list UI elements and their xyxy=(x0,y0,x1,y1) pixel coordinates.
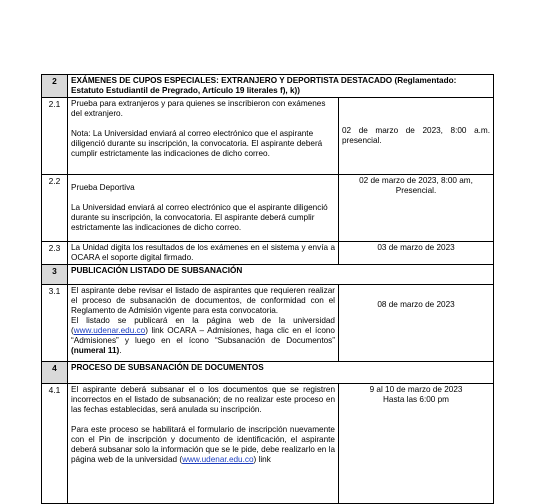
row-paragraph: El aspirante deberá subsanar el o los documentos que se registren incorrectos en el listado de subsanación; de no realizar este proceso en las fechas establecidas, será anulada su inscripción. xyxy=(71,385,335,414)
row-paragraph: La Universidad enviará al correo electrónico que el aspirante diligenció durante su inscripción, la convocatoria. El aspirante deberá cumplir estrictamente las indicaciones de dicho correo. xyxy=(71,203,328,232)
section-header-row xyxy=(42,265,494,285)
university-website-link[interactable]: www.udenar.edu.co xyxy=(182,455,254,464)
section-title: PUBLICACIÓN LISTADO DE SUBSANACIÓN xyxy=(68,265,494,285)
university-website-link[interactable]: www.udenar.edu.co xyxy=(73,326,146,335)
row-date xyxy=(339,384,494,504)
deadline-time: Hasta las 6:00 pm xyxy=(383,395,449,404)
table-row xyxy=(42,242,494,265)
row-number: 4.1 xyxy=(42,384,68,504)
row-date: 08 de marzo de 2023 xyxy=(339,285,494,362)
section-title: PROCESO DE SUBSANACIÓN DE DOCUMENTOS xyxy=(68,362,494,384)
table-row xyxy=(42,285,494,362)
text-run: Para este proceso se habilitará el formulario de inscripción nuevamente con el Pin de inscripción y documento de identificación, el aspirante deberá subsanar solo la información que se le pide, debe realizarlo en la página web de la universidad ( xyxy=(71,425,335,464)
numeral-reference: (numeral 11) xyxy=(71,346,120,355)
section-title-note: (Reglamentado: Estatuto Estudiantil de Pregrado, Artículo 19 literales f), k)) xyxy=(71,76,457,95)
row-number: 2.2 xyxy=(42,175,68,242)
table-row xyxy=(42,175,494,242)
section-header-row xyxy=(42,362,494,384)
schedule-table xyxy=(41,74,494,504)
text-run: ) link xyxy=(253,455,271,464)
date-range: 9 al 10 de marzo de 2023 xyxy=(369,385,463,394)
row-date: 02 de marzo de 2023, 8:00 am, Presencial. xyxy=(339,175,494,242)
row-paragraph xyxy=(71,316,335,356)
row-paragraph xyxy=(71,425,335,465)
section-number: 3 xyxy=(42,265,68,285)
row-description xyxy=(68,285,339,362)
section-title-main: EXÁMENES DE CUPOS ESPECIALES: EXTRANJERO Y DEPORTISTA DESTACADO xyxy=(71,76,393,85)
row-description xyxy=(68,175,339,242)
row-paragraph: Prueba para extranjeros y para quienes se inscribieron con exámenes del extranjero. xyxy=(71,99,326,118)
section-header-row xyxy=(42,75,494,98)
text-run: ) link OCARA – Admisiones, haga clic en el ícono “Admisiones” y luego en el ícono “Subsanación de Documentos” xyxy=(71,326,335,345)
section-number: 4 xyxy=(42,362,68,384)
row-number: 2.3 xyxy=(42,242,68,265)
text-run: . xyxy=(119,346,122,355)
row-number: 2.1 xyxy=(42,98,68,175)
row-date: 03 de marzo de 2023 xyxy=(339,242,494,265)
section-number: 2 xyxy=(42,75,68,98)
table-row xyxy=(42,384,494,504)
row-date: 02 de marzo de 2023, 8:00 a.m. presencial. xyxy=(339,98,494,175)
row-description xyxy=(68,384,339,504)
row-paragraph: Prueba Deportiva xyxy=(71,183,135,192)
row-description: La Unidad digita los resultados de los exámenes en el sistema y envía a OCARA el soporte digital firmado. xyxy=(68,242,339,265)
text-run: El listado se publicará en la página web de la universidad ( xyxy=(71,316,335,335)
table-row xyxy=(42,98,494,175)
row-paragraph: Nota: La Universidad enviará al correo electrónico que el aspirante diligenció durante su inscripción, la convocatoria. El aspirante deberá cumplir estrictamente las indicaciones de dicho correo. xyxy=(71,129,323,158)
row-number: 3.1 xyxy=(42,285,68,362)
row-paragraph: El aspirante debe revisar el listado de aspirantes que requieren realizar el proceso de subsanación de documentos, de conformidad con el Reglamento de Admisión vigente para esta convocatoria. xyxy=(71,286,335,315)
row-description xyxy=(68,98,339,175)
section-title xyxy=(68,75,494,98)
